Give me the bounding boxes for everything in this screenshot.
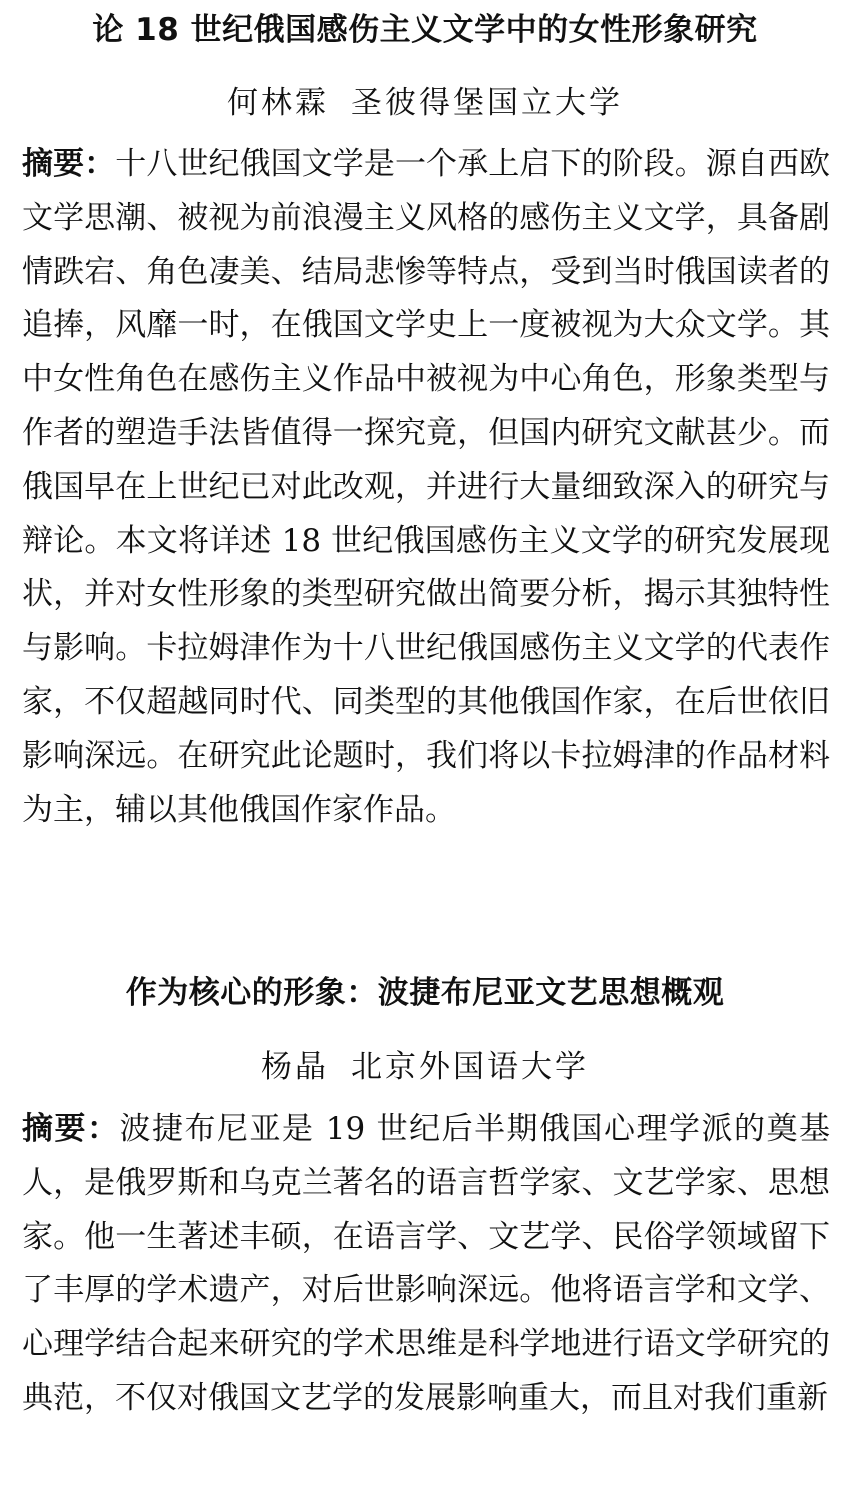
author-line (0, 83, 850, 123)
abstract-text: 十八世纪俄国文学是一个承上启下的阶段。源自西欧文学思潮、被视为前浪漫主义风格的感伤主义文学，具备剧情跌宕、角色凄美、结局悲惨等特点，受到当时俄国读者的追捧，风靡一时，在俄国文学史上一度被视为大众文学。其中女性角色在感伤主义作品中被视为中心角色，形象类型与作者的塑造手法皆值得一探究竟，但国内研究文献甚少。而俄国早在上世纪已对此改观，并进行大量细致深入的研究与辩论。本文将详述 18 世纪俄国感伤主义文学的研究发展现状，并对女性形象的类型研究做出简要分析，揭示其独特性与影响。卡拉姆津作为十八世纪俄国感伤主义文学的代表作家，不仅超越同时代、同类型的其他俄国作家，在后世依旧影响深远。在研究此论题时，我们将以卡拉姆津的作品材料为主，辅以其他俄国作家作品。 (22, 146, 831, 828)
author-affiliation: 圣彼得堡国立大学 (351, 85, 623, 121)
author-line (0, 1047, 850, 1087)
author-name: 杨晶 (261, 1049, 329, 1085)
abstract-text: 波捷布尼亚是 19 世纪后半期俄国心理学派的奠基人，是俄罗斯和乌克兰著名的语言哲学家、文艺学家、思想家。他一生著述丰硕，在语言学、文艺学、民俗学领域留下了丰厚的学术遗产，对后世影响深远。他将语言学和文学、心理学结合起来研究的学术思维是科学地进行语文学研究的典范，不仅对俄国文艺学的发展影响重大，而且对我们重新 (22, 1111, 830, 1416)
author-affiliation: 北京外国语大学 (351, 1049, 589, 1085)
abstract-label: 摘要： (22, 1111, 120, 1147)
abstract-paragraph (22, 1103, 830, 1426)
author-name: 何林霖 (227, 85, 329, 121)
abstract-label: 摘要： (22, 146, 116, 182)
abstract-paragraph (22, 138, 830, 837)
article-title: 作为核心的形象：波捷布尼亚文艺思想概观 (125, 975, 725, 1011)
article-title: 论 18 世纪俄国感伤主义文学中的女性形象研究 (92, 12, 758, 48)
